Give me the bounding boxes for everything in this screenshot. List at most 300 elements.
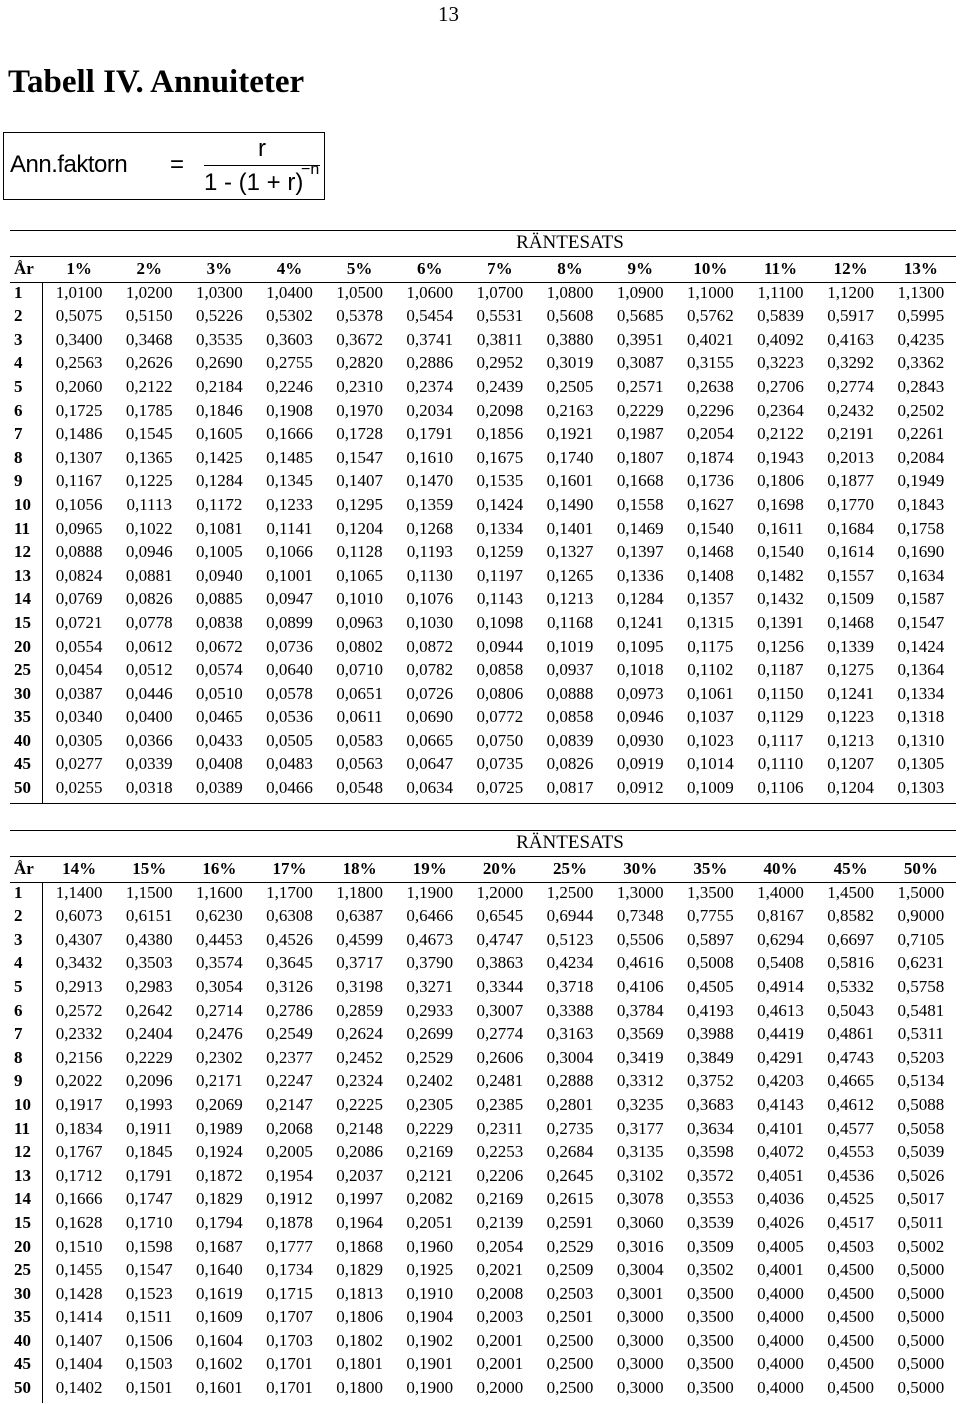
factor-cell: 0,2121 <box>406 1165 454 1185</box>
factor-cell: 0,1834 <box>55 1118 103 1138</box>
factor-cell: 1,0800 <box>546 282 594 302</box>
factor-cell: 0,5302 <box>266 306 313 326</box>
factor-cell: 0,2147 <box>266 1094 313 1114</box>
factor-cell: 1,1200 <box>827 282 874 302</box>
factor-cell: 0,1268 <box>406 518 454 538</box>
factor-cell: 0,1989 <box>195 1118 243 1138</box>
factor-cell: 0,3752 <box>686 1071 734 1091</box>
factor-cell: 0,6294 <box>757 929 804 949</box>
factor-cell: 0,5408 <box>757 953 804 973</box>
factor-cell: 0,3163 <box>546 1024 594 1044</box>
factor-cell: 0,1604 <box>195 1330 243 1350</box>
factor-cell: 0,3863 <box>476 953 524 973</box>
table-row <box>10 951 956 975</box>
header-row <box>10 257 956 281</box>
factor-cell: 0,1432 <box>757 589 804 609</box>
factor-cell: 0,0611 <box>336 707 383 727</box>
factor-cell: 0,1019 <box>546 636 594 656</box>
factor-cell: 0,2913 <box>55 976 103 996</box>
year-cell: 9 <box>14 1071 23 1091</box>
factor-cell: 0,1503 <box>125 1354 173 1374</box>
year-column-header: År <box>14 259 34 278</box>
factor-cell: 0,0947 <box>266 589 313 609</box>
factor-cell: 0,1921 <box>546 424 594 444</box>
factor-cell: 0,2638 <box>686 376 734 396</box>
factor-cell: 0,1510 <box>55 1236 103 1256</box>
factor-cell: 0,1728 <box>336 424 383 444</box>
factor-cell: 0,4203 <box>757 1071 804 1091</box>
factor-cell: 0,1785 <box>125 400 173 420</box>
factor-cell: 0,8167 <box>757 906 804 926</box>
year-cell: 50 <box>14 1378 31 1398</box>
factor-cell: 1,1400 <box>55 882 103 902</box>
year-cell: 40 <box>14 730 31 750</box>
factor-cell: 0,2000 <box>476 1378 524 1398</box>
year-cell: 11 <box>14 518 31 538</box>
table-row <box>10 1258 956 1282</box>
factor-cell: 0,0255 <box>55 778 103 798</box>
factor-cell: 0,2529 <box>406 1047 454 1067</box>
factor-cell: 0,2296 <box>686 400 734 420</box>
factor-cell: 0,1197 <box>476 565 523 585</box>
factor-cell: 0,4000 <box>757 1354 804 1374</box>
factor-cell: 1,3000 <box>616 882 664 902</box>
factor-cell: 0,4307 <box>55 929 103 949</box>
factor-cell: 0,5608 <box>546 306 594 326</box>
factor-cell: 0,0721 <box>55 612 103 632</box>
year-cell: 4 <box>14 353 23 373</box>
year-cell: 4 <box>14 953 23 973</box>
factor-cell: 0,2615 <box>546 1189 594 1209</box>
factor-cell: 0,0433 <box>195 730 243 750</box>
table-row <box>10 328 956 352</box>
factor-cell: 0,5000 <box>897 1260 945 1280</box>
factor-cell: 0,1175 <box>687 636 734 656</box>
annuity-formula <box>3 132 325 200</box>
factor-cell: 0,2253 <box>476 1142 524 1162</box>
factor-cell: 0,1874 <box>686 447 734 467</box>
factor-cell: 0,1701 <box>266 1354 313 1374</box>
factor-cell: 0,6944 <box>546 906 594 926</box>
factor-cell: 0,1455 <box>55 1260 103 1280</box>
factor-cell: 0,0465 <box>195 707 243 727</box>
factor-cell: 0,1485 <box>266 447 313 467</box>
factor-cell: 0,5000 <box>897 1330 945 1350</box>
year-cell: 8 <box>14 447 23 467</box>
factor-cell: 0,3574 <box>195 953 243 973</box>
factor-cell: 0,1241 <box>827 683 874 703</box>
factor-cell: 0,0963 <box>336 612 383 632</box>
factor-cell: 0,1470 <box>406 471 454 491</box>
factor-cell: 0,1523 <box>125 1283 173 1303</box>
factor-cell: 0,4419 <box>757 1024 804 1044</box>
factor-cell: 0,2005 <box>266 1142 313 1162</box>
factor-cell: 0,1327 <box>546 542 594 562</box>
factor-cell: 1,0700 <box>476 282 524 302</box>
factor-cell: 1,2500 <box>546 882 594 902</box>
factor-cell: 0,4026 <box>757 1212 804 1232</box>
factor-cell: 0,5075 <box>55 306 103 326</box>
factor-cell: 0,2476 <box>195 1024 243 1044</box>
factor-cell: 0,0912 <box>616 778 664 798</box>
table-row <box>10 705 956 729</box>
factor-cell: 0,3811 <box>476 329 523 349</box>
factor-cell: 0,2859 <box>336 1000 383 1020</box>
factor-cell: 0,1345 <box>266 471 313 491</box>
annuity-table <box>10 857 956 1400</box>
factor-cell: 0,1129 <box>757 707 804 727</box>
table-row <box>10 1093 956 1117</box>
factor-cell: 0,0665 <box>406 730 454 750</box>
factor-cell: 0,0408 <box>195 754 243 774</box>
factor-cell: 0,1482 <box>757 565 804 585</box>
table-row <box>10 540 956 564</box>
factor-cell: 0,0838 <box>195 612 243 632</box>
factor-cell: 1,4500 <box>827 882 874 902</box>
factor-cell: 0,0817 <box>546 778 594 798</box>
factor-cell: 0,4235 <box>897 329 945 349</box>
rate-column-header: 10% <box>693 259 728 278</box>
factor-cell: 0,1557 <box>827 565 874 585</box>
factor-cell: 0,4092 <box>757 329 804 349</box>
factor-cell: 0,3634 <box>686 1118 734 1138</box>
factor-cell: 0,2500 <box>546 1330 594 1350</box>
factor-cell: 0,1428 <box>55 1283 103 1303</box>
factor-cell: 0,1357 <box>686 589 734 609</box>
table-row <box>10 493 956 517</box>
factor-cell: 0,2169 <box>406 1142 454 1162</box>
factor-cell: 0,3344 <box>476 976 524 996</box>
factor-cell: 0,0389 <box>195 778 243 798</box>
table-row <box>10 422 956 446</box>
table-row <box>10 281 956 305</box>
factor-cell: 0,2163 <box>546 400 594 420</box>
factor-cell: 0,0937 <box>546 660 594 680</box>
factor-cell: 0,2086 <box>336 1142 383 1162</box>
factor-cell: 0,2404 <box>125 1024 173 1044</box>
factor-cell: 0,6231 <box>897 953 945 973</box>
factor-cell: 0,5011 <box>897 1212 944 1232</box>
factor-cell: 1,1500 <box>125 882 173 902</box>
factor-cell: 0,0806 <box>476 683 524 703</box>
year-cell: 35 <box>14 1307 31 1327</box>
table-row <box>10 752 956 776</box>
factor-cell: 0,1365 <box>125 447 173 467</box>
factor-cell: 0,0387 <box>55 683 103 703</box>
factor-cell: 0,1407 <box>336 471 383 491</box>
factor-cell: 1,4000 <box>757 882 804 902</box>
factor-cell: 0,1241 <box>616 612 664 632</box>
factor-cell: 0,6387 <box>336 906 383 926</box>
factor-cell: 0,0946 <box>616 707 664 727</box>
factor-cell: 0,1402 <box>55 1378 103 1398</box>
factor-cell: 0,7755 <box>686 906 734 926</box>
rate-column-header: 14% <box>62 859 97 878</box>
factor-cell: 0,1150 <box>757 683 804 703</box>
factor-cell: 0,1339 <box>827 636 874 656</box>
year-cell: 11 <box>14 1118 31 1138</box>
factor-cell: 0,3000 <box>616 1330 664 1350</box>
factor-cell: 0,1010 <box>336 589 383 609</box>
factor-cell: 0,1336 <box>616 565 664 585</box>
factor-cell: 0,0583 <box>336 730 383 750</box>
factor-cell: 0,5134 <box>897 1071 945 1091</box>
factor-cell: 0,4000 <box>757 1283 804 1303</box>
factor-cell: 0,2706 <box>757 376 804 396</box>
table-row <box>10 904 956 928</box>
table-row <box>10 1352 956 1376</box>
factor-cell: 0,1315 <box>686 612 734 632</box>
factor-cell: 0,2481 <box>476 1071 524 1091</box>
table-row <box>10 1140 956 1164</box>
factor-cell: 0,2022 <box>55 1071 103 1091</box>
factor-cell: 0,1710 <box>125 1212 173 1232</box>
factor-cell: 0,4747 <box>476 929 524 949</box>
factor-cell: 0,1076 <box>406 589 454 609</box>
factor-cell: 0,1791 <box>406 424 454 444</box>
factor-cell: 0,3292 <box>827 353 874 373</box>
factor-cell: 0,1193 <box>406 542 453 562</box>
rate-column-header: 19% <box>412 859 447 878</box>
factor-cell: 1,1900 <box>406 882 454 902</box>
factor-cell: 0,1547 <box>897 612 945 632</box>
factor-cell: 0,1801 <box>336 1354 383 1374</box>
factor-cell: 0,6308 <box>266 906 313 926</box>
factor-cell: 0,0446 <box>125 683 173 703</box>
factor-cell: 0,1666 <box>266 424 313 444</box>
factor-cell: 0,0710 <box>336 660 383 680</box>
rate-column-header: 17% <box>272 859 307 878</box>
factor-cell: 0,0782 <box>406 660 454 680</box>
factor-cell: 0,1829 <box>195 1189 243 1209</box>
factor-cell: 0,2786 <box>266 1000 313 1020</box>
factor-cell: 0,2305 <box>406 1094 454 1114</box>
factor-cell: 0,3087 <box>616 353 664 373</box>
factor-cell: 0,1910 <box>406 1283 454 1303</box>
factor-cell: 0,0881 <box>125 565 173 585</box>
factor-cell: 0,0885 <box>195 589 243 609</box>
year-cell: 2 <box>14 306 23 326</box>
factor-cell: 0,3004 <box>616 1260 664 1280</box>
factor-cell: 0,2001 <box>476 1330 524 1350</box>
factor-cell: 0,4599 <box>336 929 383 949</box>
factor-cell: 0,3553 <box>686 1189 734 1209</box>
table-row <box>10 564 956 588</box>
factor-cell: 0,4453 <box>195 929 243 949</box>
factor-cell: 0,1334 <box>897 683 945 703</box>
factor-cell: 0,2122 <box>125 376 173 396</box>
factor-cell: 0,0536 <box>266 707 313 727</box>
factor-cell: 0,5058 <box>897 1118 945 1138</box>
factor-cell: 0,3135 <box>616 1142 664 1162</box>
factor-cell: 0,3790 <box>406 953 454 973</box>
factor-cell: 0,2888 <box>546 1071 594 1091</box>
factor-cell: 0,2247 <box>266 1071 313 1091</box>
factor-cell: 0,1601 <box>546 471 594 491</box>
factor-cell: 1,0900 <box>616 282 664 302</box>
table-row <box>10 682 956 706</box>
factor-cell: 0,5000 <box>897 1283 945 1303</box>
factor-cell: 0,2402 <box>406 1071 454 1091</box>
factor-cell: 0,1511 <box>126 1307 173 1327</box>
factor-cell: 0,1359 <box>406 494 454 514</box>
year-cell: 14 <box>14 1189 31 1209</box>
factor-cell: 0,3223 <box>757 353 804 373</box>
factor-cell: 0,3717 <box>336 953 383 973</box>
factor-cell: 0,4553 <box>827 1142 874 1162</box>
table-row <box>10 304 956 328</box>
table-row <box>10 351 956 375</box>
factor-cell: 0,1605 <box>195 424 243 444</box>
factor-cell: 0,4665 <box>827 1071 874 1091</box>
factor-cell: 0,1005 <box>195 542 243 562</box>
factor-cell: 0,4616 <box>616 953 664 973</box>
year-cell: 6 <box>14 1000 23 1020</box>
table-row <box>10 375 956 399</box>
factor-cell: 0,2034 <box>406 400 454 420</box>
factor-cell: 0,1558 <box>616 494 664 514</box>
factor-cell: 0,1081 <box>195 518 243 538</box>
rate-column-header: 25% <box>553 859 588 878</box>
factor-cell: 0,2310 <box>336 376 383 396</box>
factor-cell: 0,0946 <box>125 542 173 562</box>
year-cell: 45 <box>14 1354 31 1374</box>
factor-cell: 0,1284 <box>616 589 664 609</box>
factor-cell: 0,5088 <box>897 1094 945 1114</box>
factor-cell: 0,0750 <box>476 730 524 750</box>
factor-cell: 0,3000 <box>616 1307 664 1327</box>
year-cell: 5 <box>14 976 23 996</box>
factor-cell: 0,2624 <box>336 1024 383 1044</box>
factor-cell: 0,2952 <box>476 353 524 373</box>
factor-cell: 0,1305 <box>897 754 945 774</box>
factor-cell: 0,3054 <box>195 976 243 996</box>
factor-cell: 0,4021 <box>686 329 734 349</box>
factor-cell: 0,2225 <box>336 1094 383 1114</box>
factor-cell: 0,1540 <box>757 542 804 562</box>
factor-cell: 0,3004 <box>546 1047 594 1067</box>
factor-cell: 0,2184 <box>195 376 243 396</box>
rates-caption: RÄNTESATS <box>516 832 624 853</box>
factor-cell: 0,2246 <box>266 376 313 396</box>
factor-cell: 0,5378 <box>336 306 383 326</box>
factor-cell: 0,2549 <box>266 1024 313 1044</box>
factor-cell: 0,0858 <box>546 707 594 727</box>
year-cell: 20 <box>14 636 31 656</box>
factor-cell: 0,1284 <box>195 471 243 491</box>
factor-cell: 0,0940 <box>195 565 243 585</box>
table-row <box>10 999 956 1023</box>
factor-cell: 0,1610 <box>406 447 454 467</box>
factor-cell: 0,0919 <box>616 754 664 774</box>
factor-cell: 0,1065 <box>336 565 383 585</box>
table-row <box>10 1117 956 1141</box>
factor-cell: 0,1845 <box>125 1142 173 1162</box>
factor-cell: 0,1878 <box>266 1212 313 1232</box>
factor-cell: 0,4163 <box>827 329 874 349</box>
factor-cell: 0,2122 <box>757 424 804 444</box>
factor-cell: 0,1501 <box>125 1378 173 1398</box>
factor-cell: 0,1397 <box>616 542 664 562</box>
factor-cell: 0,2054 <box>686 424 734 444</box>
factor-cell: 0,1767 <box>55 1142 103 1162</box>
rate-column-header: 40% <box>763 859 798 878</box>
factor-cell: 0,4500 <box>827 1307 874 1327</box>
year-cell: 20 <box>14 1236 31 1256</box>
factor-cell: 0,1715 <box>266 1283 313 1303</box>
factor-cell: 0,2591 <box>546 1212 594 1232</box>
factor-cell: 0,2432 <box>827 400 874 420</box>
factor-cell: 1,0200 <box>125 282 173 302</box>
factor-cell: 0,0400 <box>125 707 173 727</box>
factor-cell: 0,5816 <box>827 953 874 973</box>
factor-cell: 0,2364 <box>757 400 804 420</box>
factor-cell: 0,1634 <box>897 565 945 585</box>
factor-cell: 0,0612 <box>125 636 173 656</box>
factor-cell: 0,1303 <box>897 778 945 798</box>
factor-cell: 0,1698 <box>757 494 804 514</box>
factor-cell: 0,3155 <box>686 353 734 373</box>
year-cell: 25 <box>14 660 31 680</box>
factor-cell: 0,4101 <box>757 1118 804 1138</box>
factor-cell: 0,3500 <box>686 1330 734 1350</box>
factor-cell: 0,1690 <box>897 542 945 562</box>
factor-cell: 0,2229 <box>616 400 664 420</box>
year-cell: 9 <box>14 471 23 491</box>
factor-cell: 0,3078 <box>616 1189 664 1209</box>
factor-cell: 0,2261 <box>897 424 945 444</box>
factor-cell: 0,3683 <box>686 1094 734 1114</box>
factor-cell: 0,0930 <box>616 730 664 750</box>
factor-cell: 0,1619 <box>195 1283 243 1303</box>
factor-cell: 0,3500 <box>686 1354 734 1374</box>
factor-cell: 1,1700 <box>266 882 313 902</box>
factor-cell: 0,1601 <box>195 1378 243 1398</box>
factor-cell: 0,3312 <box>616 1071 664 1091</box>
factor-cell: 0,1414 <box>55 1307 103 1327</box>
factor-cell: 0,1113 <box>126 494 172 514</box>
factor-cell: 0,3509 <box>686 1236 734 1256</box>
year-cell: 13 <box>14 1165 31 1185</box>
factor-cell: 0,0736 <box>266 636 313 656</box>
header-row <box>10 857 956 881</box>
factor-cell: 0,0512 <box>125 660 173 680</box>
table-row <box>10 1329 956 1353</box>
factor-cell: 0,0339 <box>125 754 173 774</box>
formula-equals: = <box>170 151 185 178</box>
factor-cell: 0,0858 <box>476 660 524 680</box>
table-row <box>10 1187 956 1211</box>
formula-denominator: 1 - (1 + r) <box>204 169 304 196</box>
factor-cell: 0,1095 <box>616 636 664 656</box>
year-cell: 12 <box>14 1142 31 1162</box>
factor-cell: 0,3988 <box>686 1024 734 1044</box>
factor-cell: 0,5000 <box>897 1307 945 1327</box>
factor-cell: 0,2332 <box>55 1024 103 1044</box>
factor-cell: 0,1701 <box>266 1378 313 1398</box>
factor-cell: 0,5897 <box>686 929 734 949</box>
factor-cell: 0,0647 <box>406 754 454 774</box>
factor-cell: 0,5917 <box>827 306 874 326</box>
factor-cell: 0,4500 <box>827 1283 874 1303</box>
factor-cell: 0,5839 <box>757 306 804 326</box>
year-cell: 25 <box>14 1260 31 1280</box>
factor-cell: 0,4613 <box>757 1000 804 1020</box>
factor-cell: 0,1611 <box>757 518 804 538</box>
factor-cell: 0,6073 <box>55 906 103 926</box>
factor-cell: 0,1877 <box>827 471 874 491</box>
factor-cell: 0,1469 <box>616 518 664 538</box>
